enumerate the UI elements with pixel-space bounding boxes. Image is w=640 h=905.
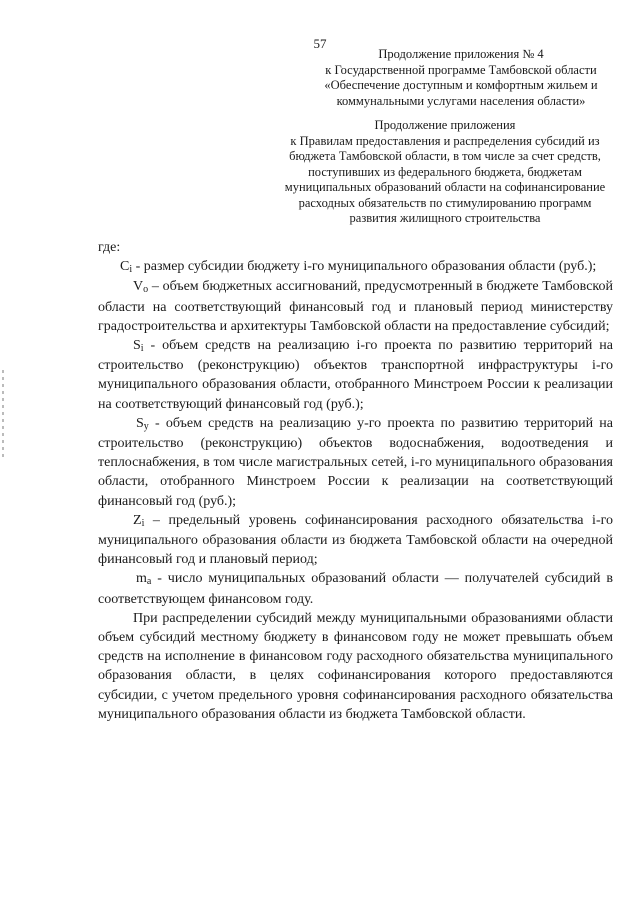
appendix-header-line: Продолжение приложения № 4: [378, 47, 544, 61]
distribution-paragraph: При распределении субсидий между муниципальными образованиями области объем субсидий местному бюджету в финансовом году не может превышать объем средств на исполнение в финансовом году расходного обязательства муниципального образования области, в целях софинансирования которого предоставляются субсидии, с учетом предельного уровня софинансирования расходного обязательства муниципального образования области из бюджета Тамбовской области.: [98, 610, 613, 722]
definition-text: – объем бюджетных ассигнований, предусмотренный в бюджете Тамбовской области на соответствующий финансовый год и плановый период министерству градостроительства и архитектуры Тамбовской области на предоставление субсидий;: [98, 279, 613, 334]
document-body: [98, 238, 613, 724]
definition-m: [98, 569, 613, 608]
definition-text: - число муниципальных образований области — получателей субсидий в соответствующем финансовом году.: [98, 571, 613, 607]
symbol: V: [133, 279, 144, 295]
symbol-subscript: i: [140, 343, 144, 355]
rules-header-line: бюджета Тамбовской области, в том числе за счет средств,: [289, 149, 601, 163]
symbol-subscript: i: [141, 517, 145, 529]
definition-text: - размер субсидии бюджету i-го муниципального образования области (руб.);: [132, 259, 597, 275]
rules-header-line: развития жилищного строительства: [349, 211, 541, 225]
rules-header-line: поступивших из федерального бюджета, бюджетам: [308, 164, 582, 179]
symbol: Z: [133, 512, 142, 528]
page-number: 57: [313, 36, 327, 51]
definition-v: [98, 277, 613, 336]
rules-header-line: муниципальных образований области на софинансирование: [284, 180, 606, 194]
binding-mark: [2, 370, 4, 460]
where-label: где:: [98, 240, 121, 255]
definition-sy: [98, 414, 613, 511]
symbol-subscript: o: [143, 284, 149, 296]
definition-z: [98, 511, 613, 570]
definition-c: [98, 257, 613, 277]
rules-header-line: расходных обязательств по стимулированию программ: [298, 195, 592, 210]
symbol-subscript: i: [129, 264, 133, 276]
symbol: S: [133, 338, 141, 354]
symbol-subscript: y: [143, 420, 149, 432]
definition-text: - объем средств на реализацию у-го проекта по развитию территорий на строительство (реконструкцию) объектов водоснабжения, водоотведения и теплоснабжения, в том числе магистральных сетей, i-го муниципального образования области, отобранного Минстроем России к реализации на соответствующий финансовый год (руб.);: [98, 415, 613, 509]
definition-text: - объем средств на реализацию i-го проекта по развитию территорий на строительство (реконструкцию) объектов транспортной инфраструктуры i-го муниципального образования области, отобранного Минстроем России к реализации на соответствующий финансовый год (руб.);: [98, 338, 613, 412]
appendix-header: [300, 47, 622, 109]
rules-header-line: к Правилам предоставления и распределения субсидий из: [290, 133, 600, 148]
symbol: C: [120, 259, 130, 275]
appendix-header-line: к Государственной программе Тамбовской области: [325, 62, 597, 77]
symbol: m: [136, 571, 147, 587]
rules-header-line: Продолжение приложения: [374, 118, 516, 132]
definition-s: [98, 336, 613, 414]
symbol: S: [136, 415, 144, 431]
symbol-subscript: a: [146, 576, 152, 588]
appendix-header-line: коммунальными услугами населения области»: [336, 93, 586, 108]
appendix-header-line: «Обеспечение доступным и комфортным жильем и: [324, 78, 598, 92]
definition-text: – предельный уровень софинансирования расходного обязательства i-го муниципального образования области из бюджета Тамбовской области на очередной финансовый год и плановый период;: [98, 512, 613, 568]
rules-appendix-header: [268, 118, 622, 227]
